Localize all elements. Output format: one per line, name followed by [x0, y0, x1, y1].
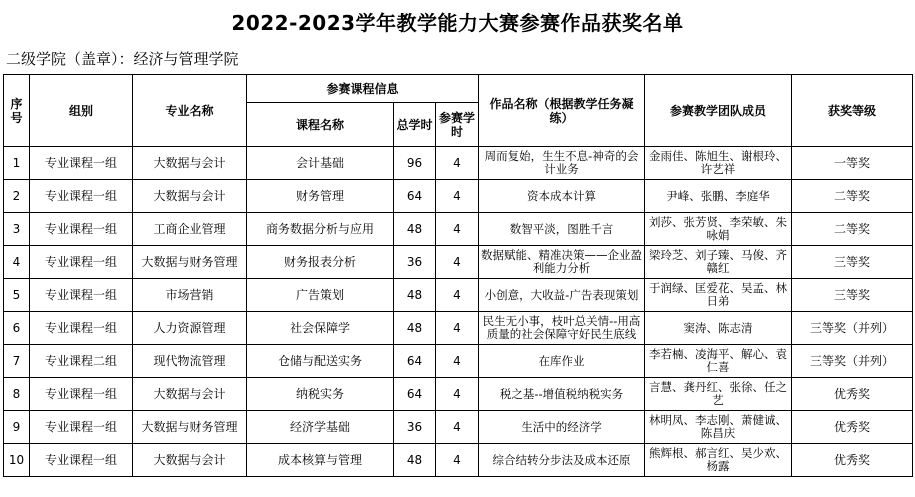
cell-team: 言慧、龚丹红、张徐、任之艺	[645, 378, 792, 411]
header-course-info: 参赛课程信息	[247, 75, 479, 103]
cell-course-name: 广告策划	[247, 279, 394, 312]
cell-contest-hours: 4	[436, 312, 479, 345]
cell-major: 现代物流管理	[133, 345, 247, 378]
table-row	[4, 279, 913, 312]
cell-index: 4	[4, 246, 30, 279]
cell-index: 2	[4, 180, 30, 213]
header-work-name: 作品名称（根据教学任务凝练）	[479, 75, 645, 147]
cell-total-hours: 36	[394, 246, 436, 279]
cell-course-name: 商务数据分析与应用	[247, 213, 394, 246]
cell-contest-hours: 4	[436, 345, 479, 378]
cell-team: 于润绿、匡爱花、吴孟、林日弟	[645, 279, 792, 312]
header-contest-hours: 参赛学时	[436, 103, 479, 147]
cell-index: 1	[4, 147, 30, 180]
cell-major: 大数据与会计	[133, 378, 247, 411]
cell-award: 优秀奖	[792, 378, 913, 411]
cell-total-hours: 48	[394, 213, 436, 246]
cell-work-name: 税之基--增值税纳税实务	[479, 378, 645, 411]
cell-award: 三等奖（并列）	[792, 345, 913, 378]
cell-contest-hours: 4	[436, 246, 479, 279]
cell-total-hours: 96	[394, 147, 436, 180]
cell-work-name: 生活中的经济学	[479, 411, 645, 444]
table-row	[4, 444, 913, 477]
cell-team: 李若楠、凌海平、解心、袁仁喜	[645, 345, 792, 378]
table-row	[4, 147, 913, 180]
header-total-hours: 总学时	[394, 103, 436, 147]
cell-award: 二等奖	[792, 213, 913, 246]
cell-work-name: 在库作业	[479, 345, 645, 378]
cell-contest-hours: 4	[436, 147, 479, 180]
cell-contest-hours: 4	[436, 411, 479, 444]
table-body	[4, 147, 913, 477]
cell-course-name: 经济学基础	[247, 411, 394, 444]
award-table	[3, 74, 913, 477]
cell-team: 梁玲芝、刘子臻、马俊、齐赣红	[645, 246, 792, 279]
cell-group: 专业课程一组	[30, 444, 133, 477]
cell-major: 人力资源管理	[133, 312, 247, 345]
cell-group: 专业课程一组	[30, 213, 133, 246]
cell-group: 专业课程一组	[30, 279, 133, 312]
cell-work-name: 民生无小事，枝叶总关情--用高质量的社会保障守好民生底线	[479, 312, 645, 345]
cell-team: 金雨佳、陈旭生、谢根玲、许艺祥	[645, 147, 792, 180]
cell-course-name: 财务报表分析	[247, 246, 394, 279]
cell-index: 6	[4, 312, 30, 345]
cell-award: 三等奖	[792, 246, 913, 279]
cell-work-name: 数智平淡，图胜千言	[479, 213, 645, 246]
cell-award: 三等奖（并列）	[792, 312, 913, 345]
page-title: 2022-2023学年教学能力大赛参赛作品获奖名单	[231, 11, 684, 35]
cell-total-hours: 48	[394, 279, 436, 312]
cell-contest-hours: 4	[436, 378, 479, 411]
header-team: 参赛教学团队成员	[645, 75, 792, 147]
cell-group: 专业课程二组	[30, 345, 133, 378]
cell-team: 窦涛、陈志清	[645, 312, 792, 345]
cell-course-name: 纳税实务	[247, 378, 394, 411]
cell-course-name: 社会保障学	[247, 312, 394, 345]
cell-total-hours: 48	[394, 312, 436, 345]
cell-major: 大数据与财务管理	[133, 246, 247, 279]
cell-index: 5	[4, 279, 30, 312]
header-major: 专业名称	[133, 75, 247, 147]
cell-contest-hours: 4	[436, 444, 479, 477]
cell-group: 专业课程一组	[30, 147, 133, 180]
cell-team: 熊辉根、郝言红、吴少欢、杨露	[645, 444, 792, 477]
table-row	[4, 213, 913, 246]
cell-major: 大数据与会计	[133, 147, 247, 180]
cell-total-hours: 48	[394, 444, 436, 477]
cell-group: 专业课程一组	[30, 246, 133, 279]
header-index: 序号	[4, 75, 30, 147]
cell-total-hours: 64	[394, 180, 436, 213]
cell-team: 刘莎、张芳贤、李荣敏、朱咏娟	[645, 213, 792, 246]
cell-group: 专业课程一组	[30, 411, 133, 444]
cell-index: 7	[4, 345, 30, 378]
header-course-name: 课程名称	[247, 103, 394, 147]
cell-index: 9	[4, 411, 30, 444]
cell-total-hours: 64	[394, 378, 436, 411]
cell-course-name: 仓储与配送实务	[247, 345, 394, 378]
cell-award: 一等奖	[792, 147, 913, 180]
header-award: 获奖等级	[792, 75, 913, 147]
table-row	[4, 180, 913, 213]
cell-total-hours: 64	[394, 345, 436, 378]
header-group: 组别	[30, 75, 133, 147]
cell-work-name: 数据赋能、精准决策——企业盈利能力分析	[479, 246, 645, 279]
table-row	[4, 411, 913, 444]
table-row	[4, 345, 913, 378]
cell-major: 市场营销	[133, 279, 247, 312]
cell-course-name: 财务管理	[247, 180, 394, 213]
cell-course-name: 成本核算与管理	[247, 444, 394, 477]
cell-team: 尹峰、张鹏、李庭华	[645, 180, 792, 213]
cell-award: 三等奖	[792, 279, 913, 312]
cell-work-name: 综合结转分步法及成本还原	[479, 444, 645, 477]
cell-major: 大数据与会计	[133, 444, 247, 477]
cell-work-name: 资本成本计算	[479, 180, 645, 213]
cell-total-hours: 36	[394, 411, 436, 444]
cell-major: 大数据与财务管理	[133, 411, 247, 444]
cell-work-name: 周而复始，生生不息-神奇的会计业务	[479, 147, 645, 180]
cell-award: 优秀奖	[792, 411, 913, 444]
table-row	[4, 246, 913, 279]
cell-work-name: 小创意，大收益-广告表现策划	[479, 279, 645, 312]
cell-contest-hours: 4	[436, 213, 479, 246]
cell-index: 8	[4, 378, 30, 411]
cell-team: 林明凤、李志刚、萧健诚、陈昌庆	[645, 411, 792, 444]
cell-course-name: 会计基础	[247, 147, 394, 180]
cell-award: 优秀奖	[792, 444, 913, 477]
cell-index: 3	[4, 213, 30, 246]
cell-contest-hours: 4	[436, 279, 479, 312]
cell-group: 专业课程一组	[30, 312, 133, 345]
cell-index: 10	[4, 444, 30, 477]
table-row	[4, 312, 913, 345]
cell-group: 专业课程一组	[30, 180, 133, 213]
table-row	[4, 378, 913, 411]
cell-major: 大数据与会计	[133, 180, 247, 213]
cell-group: 专业课程一组	[30, 378, 133, 411]
college-label: 二级学院（盖章）：经济与管理学院	[6, 50, 239, 68]
cell-major: 工商企业管理	[133, 213, 247, 246]
cell-award: 二等奖	[792, 180, 913, 213]
cell-contest-hours: 4	[436, 180, 479, 213]
